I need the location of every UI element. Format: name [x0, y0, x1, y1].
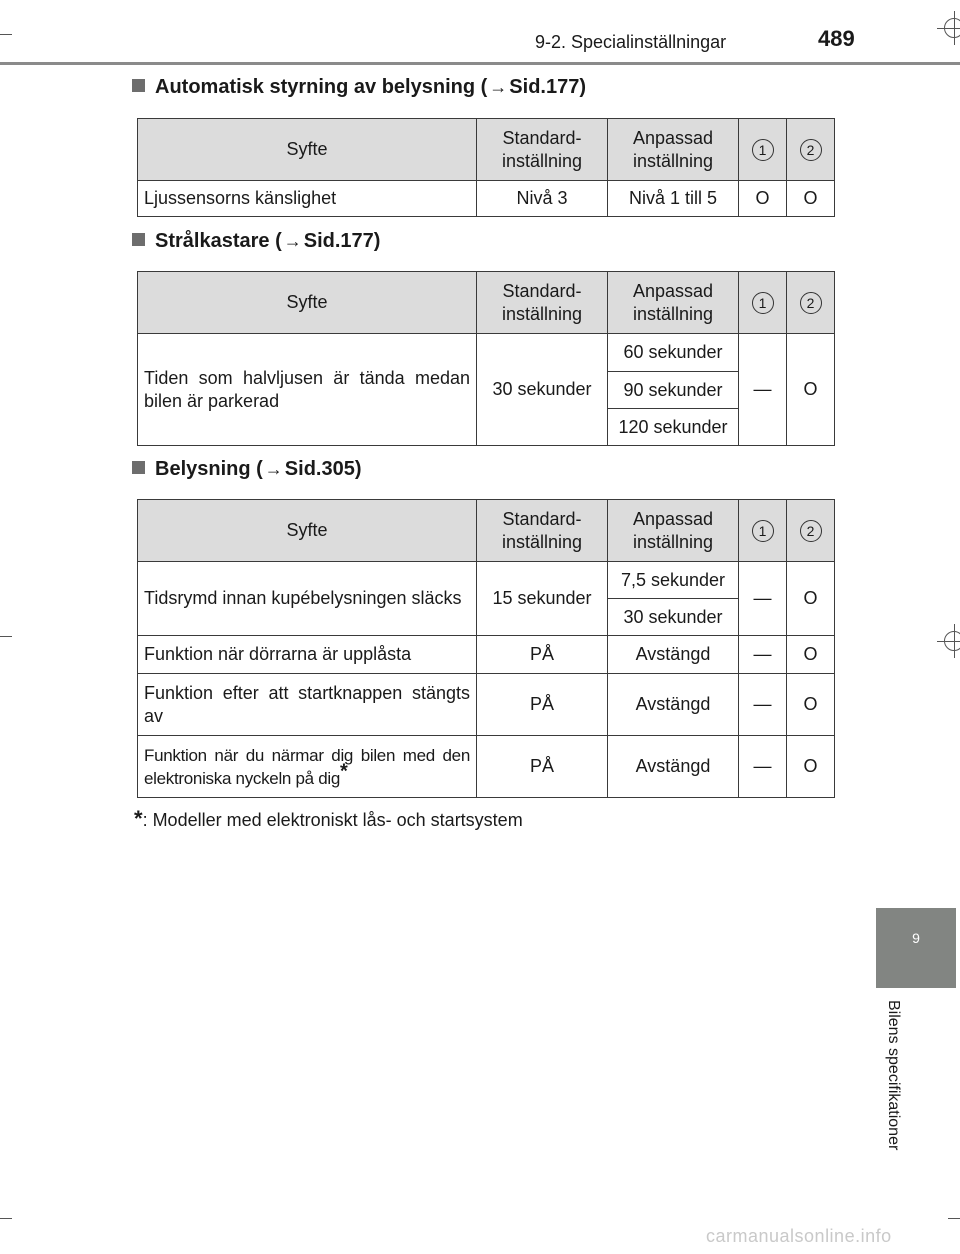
- column-header-purpose: Syfte: [138, 500, 477, 562]
- table-row: [138, 562, 835, 599]
- circle-2-icon: 2: [800, 139, 822, 161]
- page-reference: Sid.305): [284, 458, 362, 480]
- section-header: 9-2. Specialinställningar: [535, 32, 727, 52]
- settings-table: [137, 499, 835, 798]
- circle-1-icon: 1: [752, 292, 774, 314]
- cell-default: 30 sekunder: [477, 334, 608, 446]
- column-header-1: [739, 500, 787, 562]
- square-bullet-icon: [132, 233, 145, 246]
- column-header-custom: Anpassad inställning: [608, 500, 739, 562]
- cell-purpose: Funktion efter att startknappen stängts av: [138, 674, 477, 736]
- square-bullet-icon: [132, 79, 145, 92]
- cell-purpose: Tidsrymd innan kupébelysningen släcks: [138, 562, 477, 636]
- column-header-default: Standard- inställning: [477, 272, 608, 334]
- square-bullet-icon: [132, 461, 145, 474]
- crop-mark: [0, 636, 12, 637]
- column-header-1: [739, 119, 787, 181]
- column-header-2: [787, 272, 835, 334]
- column-header-1: [739, 272, 787, 334]
- column-header-2: [787, 500, 835, 562]
- cell-custom: 60 sekunder: [608, 334, 739, 372]
- cell-custom: 30 sekunder: [608, 599, 739, 636]
- chapter-tab: [876, 908, 956, 988]
- cell-mark-1: —: [739, 562, 787, 636]
- footnote-text: : Modeller med elektroniskt lås- och startsystem: [142, 810, 523, 830]
- chapter-number: 9: [912, 930, 920, 946]
- cell-mark-2: O: [787, 334, 835, 446]
- chapter-title: Bilens specifikationer: [885, 1000, 902, 1151]
- asterisk-mark: *: [340, 759, 348, 782]
- column-header-purpose: Syfte: [138, 272, 477, 334]
- footnote-asterisk: *: [134, 806, 143, 831]
- cell-custom: Nivå 1 till 5: [608, 181, 739, 217]
- registration-mark: [944, 631, 960, 651]
- cell-custom: 120 sekunder: [608, 409, 739, 446]
- chapter-title-container: [876, 1000, 908, 1200]
- cell-mark-1: O: [739, 181, 787, 217]
- table-header-row: [138, 500, 835, 562]
- registration-mark: [944, 18, 960, 38]
- cell-mark-1: —: [739, 736, 787, 798]
- column-header-default: Standard- inställning: [477, 119, 608, 181]
- arrow-icon: →: [264, 459, 283, 479]
- cell-custom: Avstängd: [608, 736, 739, 798]
- header-rule: [0, 62, 960, 65]
- table-row: [138, 636, 835, 674]
- circle-2-icon: 2: [800, 520, 822, 542]
- cell-mark-2: O: [787, 562, 835, 636]
- table-row: [138, 334, 835, 372]
- cell-mark-1: —: [739, 674, 787, 736]
- section-title: Automatisk styrning av belysning ( → Sid.177): [132, 76, 586, 99]
- page-reference: Sid.177): [509, 76, 586, 98]
- cell-custom: Avstängd: [608, 674, 739, 736]
- section-title: Belysning ( → Sid.305): [132, 458, 362, 481]
- cell-purpose: Funktion när dörrarna är upplåsta: [138, 636, 477, 674]
- arrow-icon: →: [283, 231, 302, 251]
- circle-2-icon: 2: [800, 292, 822, 314]
- column-header-default: Standard- inställning: [477, 500, 608, 562]
- footnote: [134, 806, 523, 832]
- table-row: [138, 181, 835, 217]
- table-row: [138, 736, 835, 798]
- cell-mark-1: —: [739, 636, 787, 674]
- page-reference: Sid.177): [303, 230, 381, 252]
- cell-mark-2: O: [787, 636, 835, 674]
- cell-default: PÅ: [477, 736, 608, 798]
- cell-mark-2: O: [787, 181, 835, 217]
- cell-custom: Avstängd: [608, 636, 739, 674]
- cell-mark-2: O: [787, 674, 835, 736]
- cell-default: 15 sekunder: [477, 562, 608, 636]
- table-row: [138, 674, 835, 736]
- cell-purpose: Funktion när du närmar dig bilen med den elektroniska nyckeln på dig*: [138, 736, 477, 798]
- crop-mark: [0, 34, 12, 35]
- cell-purpose: Tiden som halvljusen är tända medan bilen är parkerad: [138, 334, 477, 446]
- cell-purpose: Ljussensorns känslighet: [138, 181, 477, 217]
- cell-default: Nivå 3: [477, 181, 608, 217]
- column-header-2: [787, 119, 835, 181]
- section-title: Strålkastare ( → Sid.177): [132, 230, 380, 253]
- cell-default: PÅ: [477, 636, 608, 674]
- table-header-row: [138, 119, 835, 181]
- settings-table: [137, 271, 835, 446]
- column-header-custom: Anpassad inställning: [608, 119, 739, 181]
- cell-custom: 90 sekunder: [608, 372, 739, 409]
- column-header-custom: Anpassad inställning: [608, 272, 739, 334]
- cell-mark-2: O: [787, 736, 835, 798]
- column-header-purpose: Syfte: [138, 119, 477, 181]
- cell-mark-1: —: [739, 334, 787, 446]
- crop-mark: [0, 1218, 12, 1219]
- cell-custom: 7,5 sekunder: [608, 562, 739, 599]
- page-number: 489: [818, 26, 855, 51]
- circle-1-icon: 1: [752, 520, 774, 542]
- settings-table: [137, 118, 835, 217]
- arrow-icon: →: [489, 77, 508, 97]
- table-header-row: [138, 272, 835, 334]
- cell-default: PÅ: [477, 674, 608, 736]
- watermark: carmanualsonline.info: [706, 1226, 892, 1246]
- crop-mark: [948, 1218, 960, 1219]
- circle-1-icon: 1: [752, 139, 774, 161]
